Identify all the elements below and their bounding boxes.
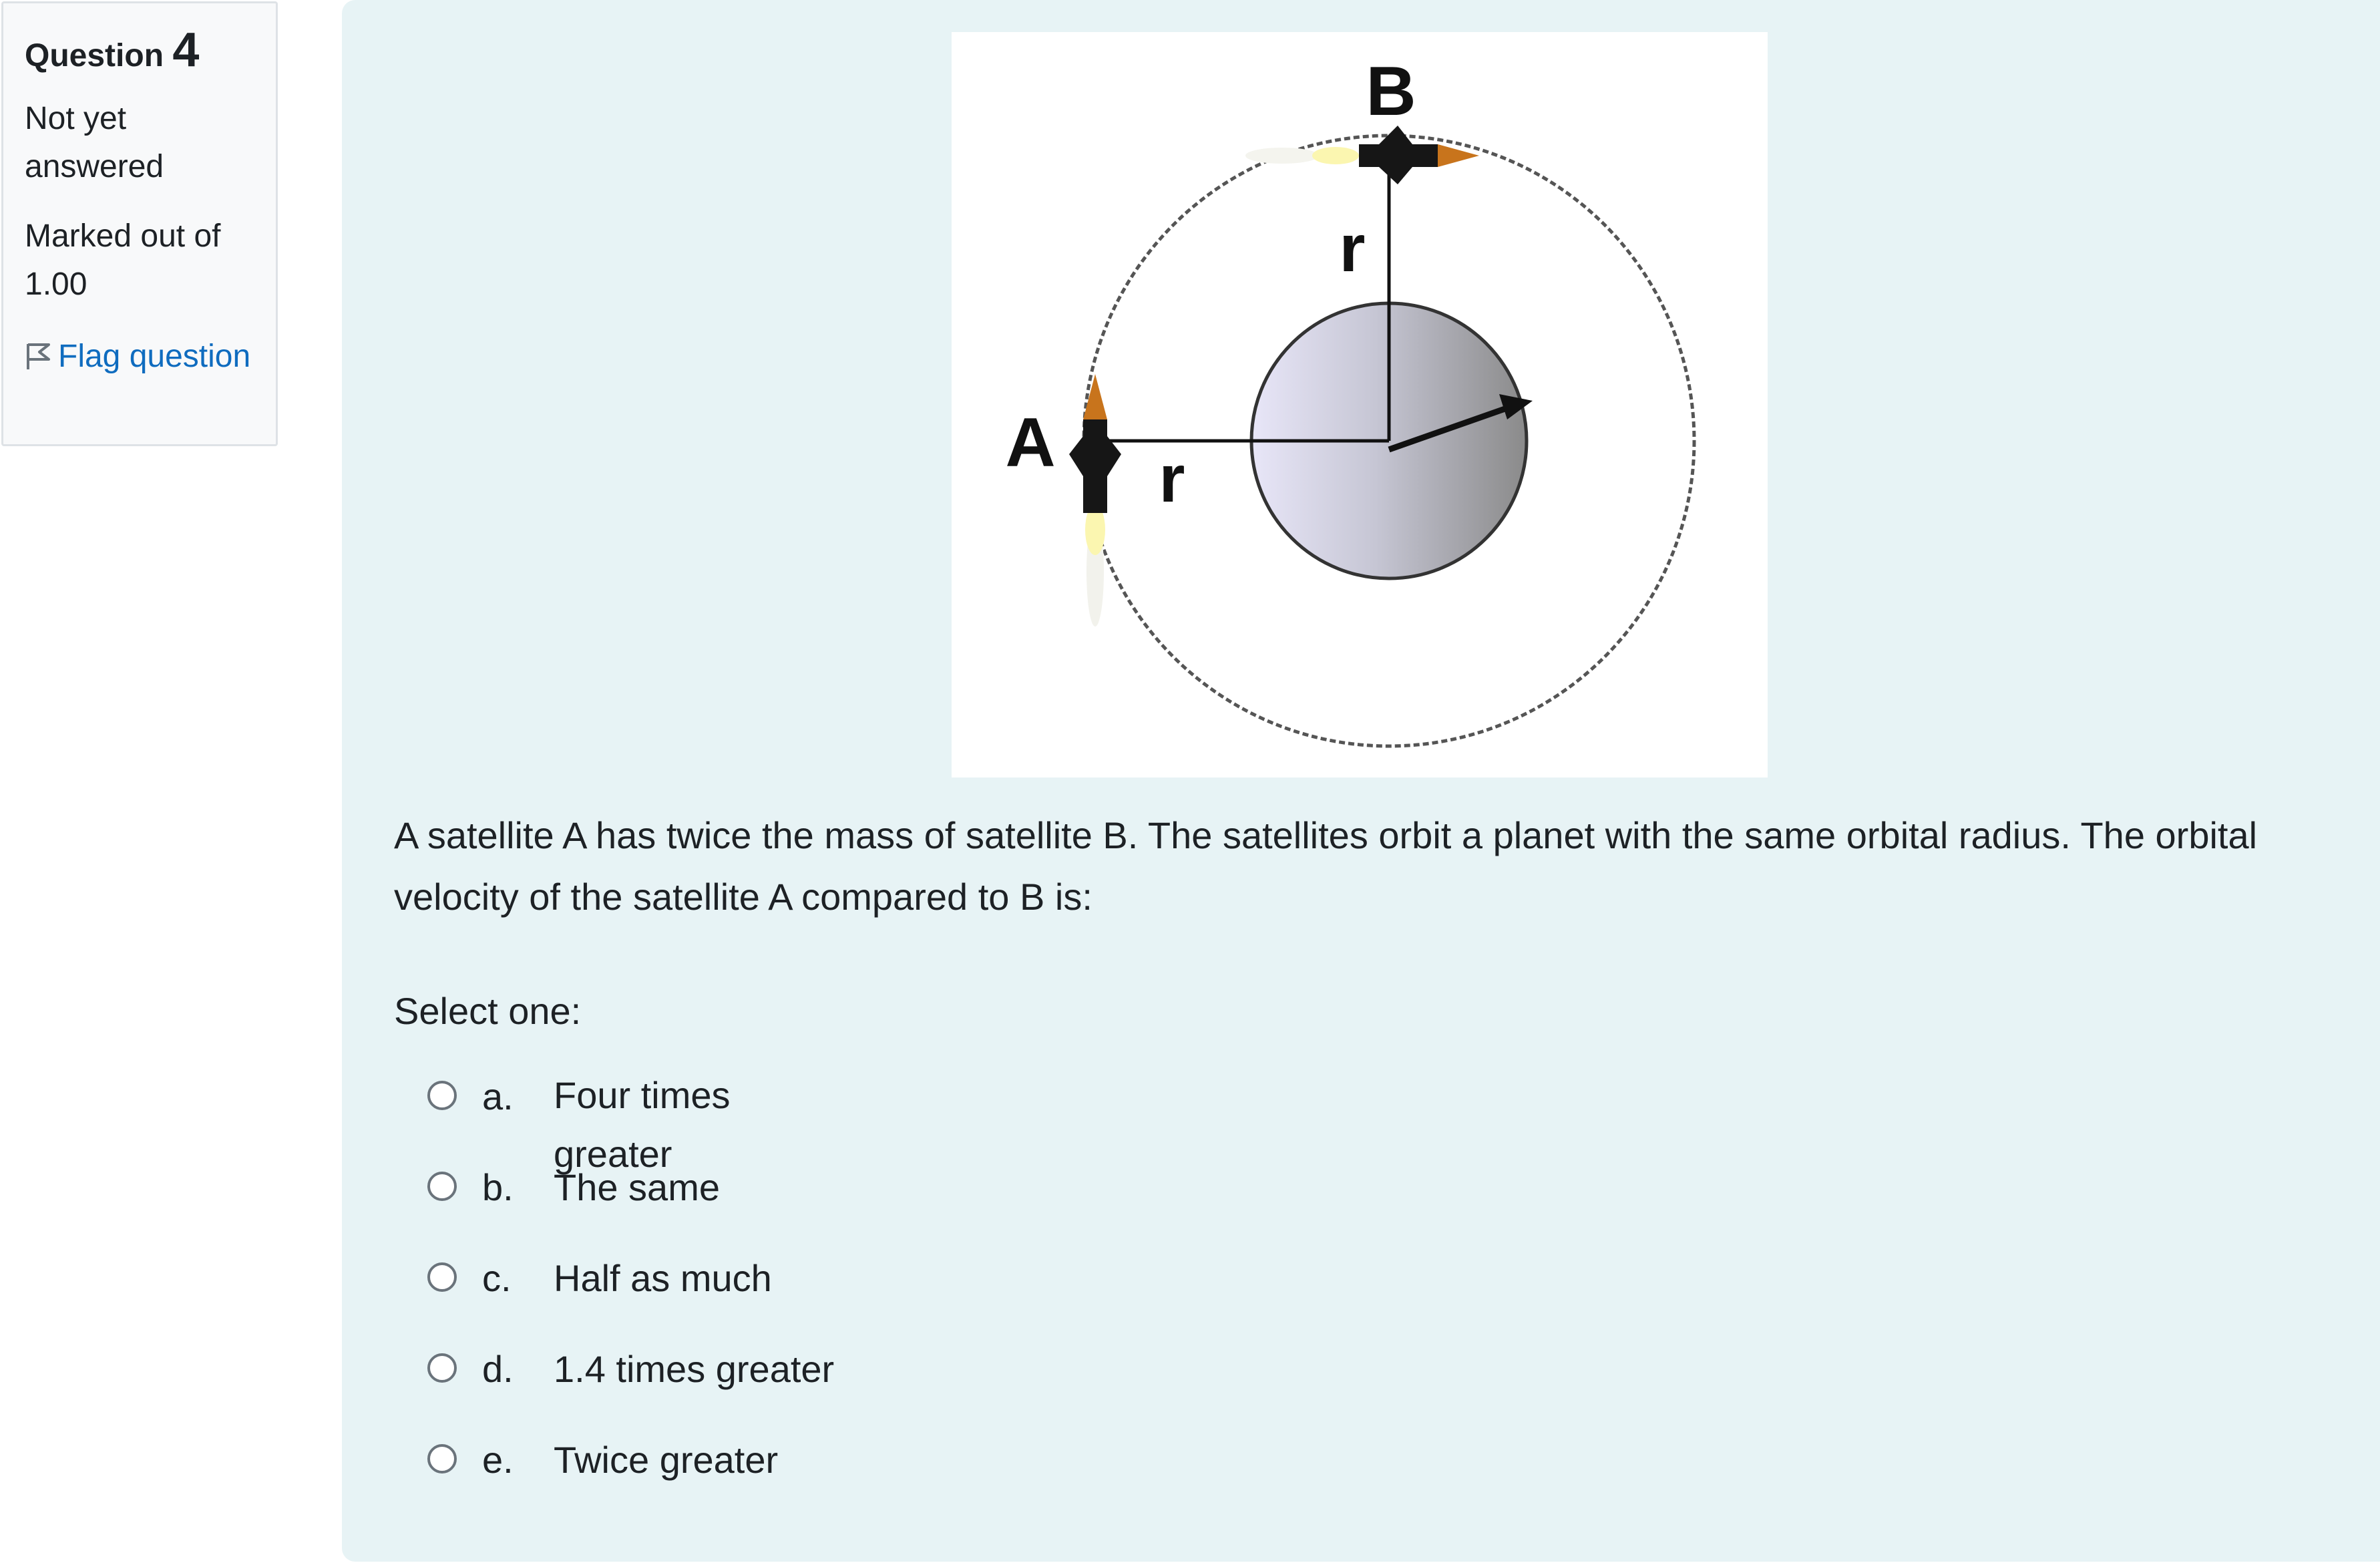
question-number-heading	[25, 23, 276, 77]
option-label-a[interactable]: Four times greater	[554, 1074, 731, 1175]
option-letter-a: a.	[482, 1075, 514, 1117]
option-label-b[interactable]: The same	[554, 1166, 720, 1208]
option-label-c[interactable]: Half as much	[554, 1257, 772, 1299]
satellite-b	[1245, 126, 1479, 184]
orbit-diagram	[952, 32, 1768, 777]
satellite-a	[1069, 374, 1121, 627]
radio-button-c[interactable]	[427, 1262, 457, 1292]
select-one-prompt: Select one:	[394, 990, 582, 1032]
radio-button-e[interactable]	[427, 1444, 457, 1473]
question-info-panel	[1, 1, 278, 446]
flag-question-label: Flag question	[58, 339, 251, 374]
label-a: A	[1005, 404, 1056, 482]
satellite-orbit-figure	[952, 32, 1768, 777]
question-content	[342, 0, 2380, 1562]
radius-label-a: r	[1159, 442, 1185, 516]
radius-label-b: r	[1339, 211, 1366, 286]
radio-button-d[interactable]	[427, 1353, 457, 1383]
option-letter-b: b.	[482, 1166, 514, 1208]
option-letter-d: d.	[482, 1348, 514, 1390]
radio-button-b[interactable]	[427, 1172, 457, 1201]
option-letter-e: e.	[482, 1439, 514, 1481]
label-b: B	[1366, 53, 1416, 130]
question-number: 4	[172, 23, 200, 77]
flag-icon	[25, 341, 51, 371]
option-label-e[interactable]: Twice greater	[554, 1439, 779, 1481]
question-state: Not yet answered	[25, 101, 164, 184]
radio-button-a[interactable]	[427, 1081, 457, 1110]
question-grade: Marked out of 1.00	[25, 218, 221, 302]
option-letter-c: c.	[482, 1257, 512, 1299]
question-label: Question	[25, 38, 164, 73]
flag-question-link[interactable]	[25, 333, 265, 381]
question-text: A satellite A has twice the mass of satellite B. The satellites orbit a planet with the same orbital radius. The orbital velocity of the satellite A compared to B is:	[394, 814, 2258, 918]
option-label-d[interactable]: 1.4 times greater	[554, 1348, 835, 1390]
